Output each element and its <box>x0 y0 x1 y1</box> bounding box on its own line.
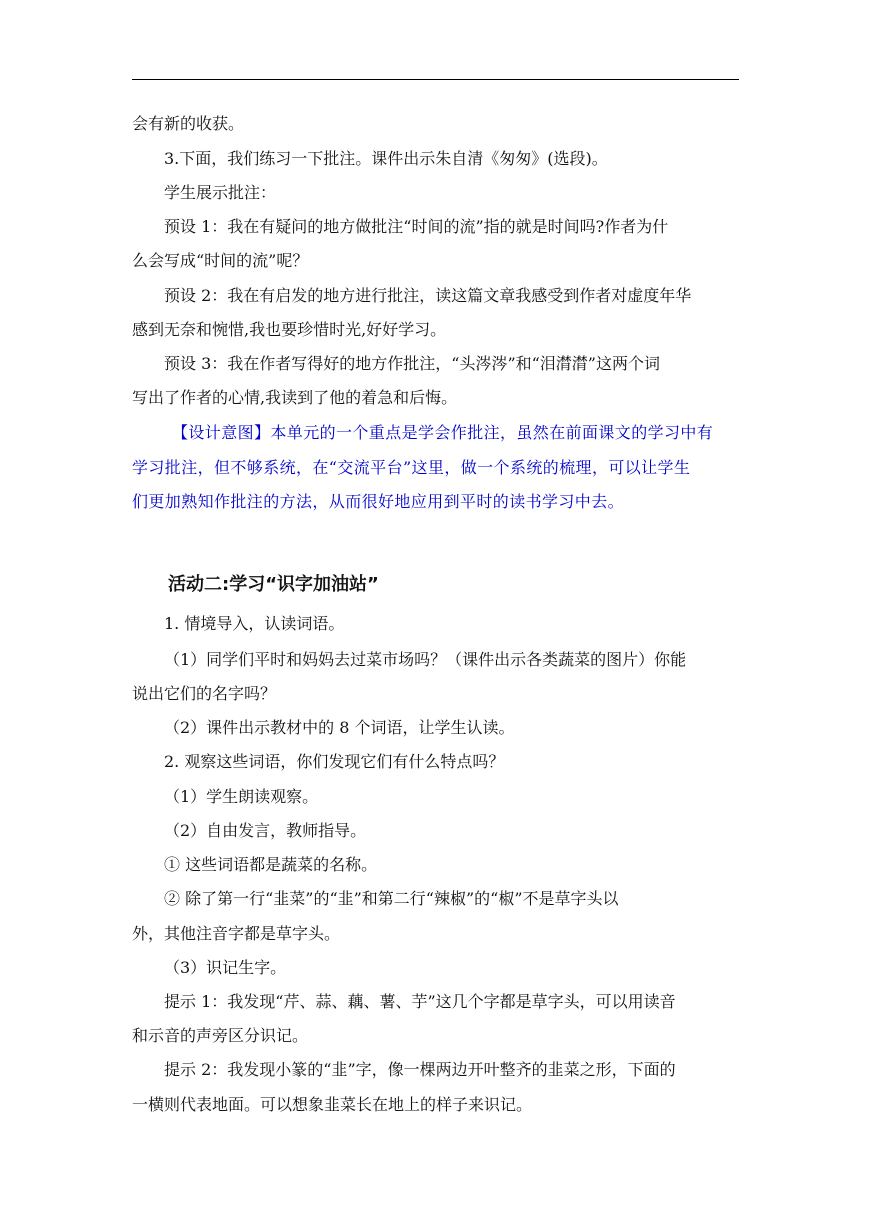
text-line: 预设 1：我在有疑问的地方做批注“时间的流”指的就是时间吗?作者为什 <box>164 217 669 236</box>
text-line: 说出它们的名字吗？ <box>132 684 277 703</box>
text-line: 1. 情境导入，认读词语。 <box>164 614 345 633</box>
text-line: ② 除了第一行“韭菜”的“韭”和第二行“辣椒”的“椒”不是草字头以 <box>164 889 619 908</box>
text-line: 预设 2：我在有启发的地方进行批注，读这篇文章我感受到作者对虚度年华 <box>164 286 692 305</box>
text-line: 3.下面，我们练习一下批注。课件出示朱自清《匆匆》(选段)。 <box>164 149 608 168</box>
design-intent-line: 们更加熟知作批注的方法，从而很好地应用到平时的读书学习中去。 <box>132 492 625 511</box>
design-intent-line: 【设计意图】本单元的一个重点是学会作批注，虽然在前面课文的学习中有 <box>172 423 714 442</box>
design-intent-line: 学习批注，但不够系统，在“交流平台”这里，做一个系统的梳理，可以让学生 <box>132 458 691 477</box>
section-heading: 活动二:学习“识字加油站” <box>168 574 379 595</box>
text-line: （2）自由发言，教师指导。 <box>164 821 367 840</box>
text-line: 提示 1：我发现“芹、蒜、藕、薯、芋”这几个字都是草字头，可以用读音 <box>164 992 676 1011</box>
text-line: （3）识记生字。 <box>164 958 287 977</box>
text-line: 2. 观察这些词语，你们发现它们有什么特点吗？ <box>164 752 505 771</box>
header-rule <box>132 79 739 80</box>
text-line: 感到无奈和惋惜,我也要珍惜时光,好好学习。 <box>132 320 447 339</box>
text-line: 么会写成“时间的流”呢？ <box>132 251 309 270</box>
text-line: 学生展示批注： <box>164 183 277 202</box>
text-line: ① 这些词语都是蔬菜的名称。 <box>164 855 378 874</box>
text-line: 提示 2：我发现小篆的“韭”字，像一棵两边开叶整齐的韭菜之形，下面的 <box>164 1060 676 1079</box>
text-line: 会有新的收获。 <box>132 114 245 133</box>
text-line: （1）学生朗读观察。 <box>164 787 319 806</box>
text-line: （2）课件出示教材中的 8 个词语，让学生认读。 <box>164 718 515 737</box>
text-line: 写出了作者的心情,我读到了他的着急和后悔。 <box>132 388 458 407</box>
text-line: 一横则代表地面。可以想象韭菜长在地上的样子来识记。 <box>132 1095 533 1114</box>
text-line: 和示音的声旁区分识记。 <box>132 1026 309 1045</box>
text-line: 外，其他注音字都是草字头。 <box>132 924 341 943</box>
text-line: 预设 3：我在作者写得好的地方作批注，“头涔涔”和“泪潸潸”这两个词 <box>164 354 660 373</box>
text-line: （1）同学们平时和妈妈去过菜市场吗？（课件出示各类蔬菜的图片）你能 <box>164 650 687 669</box>
